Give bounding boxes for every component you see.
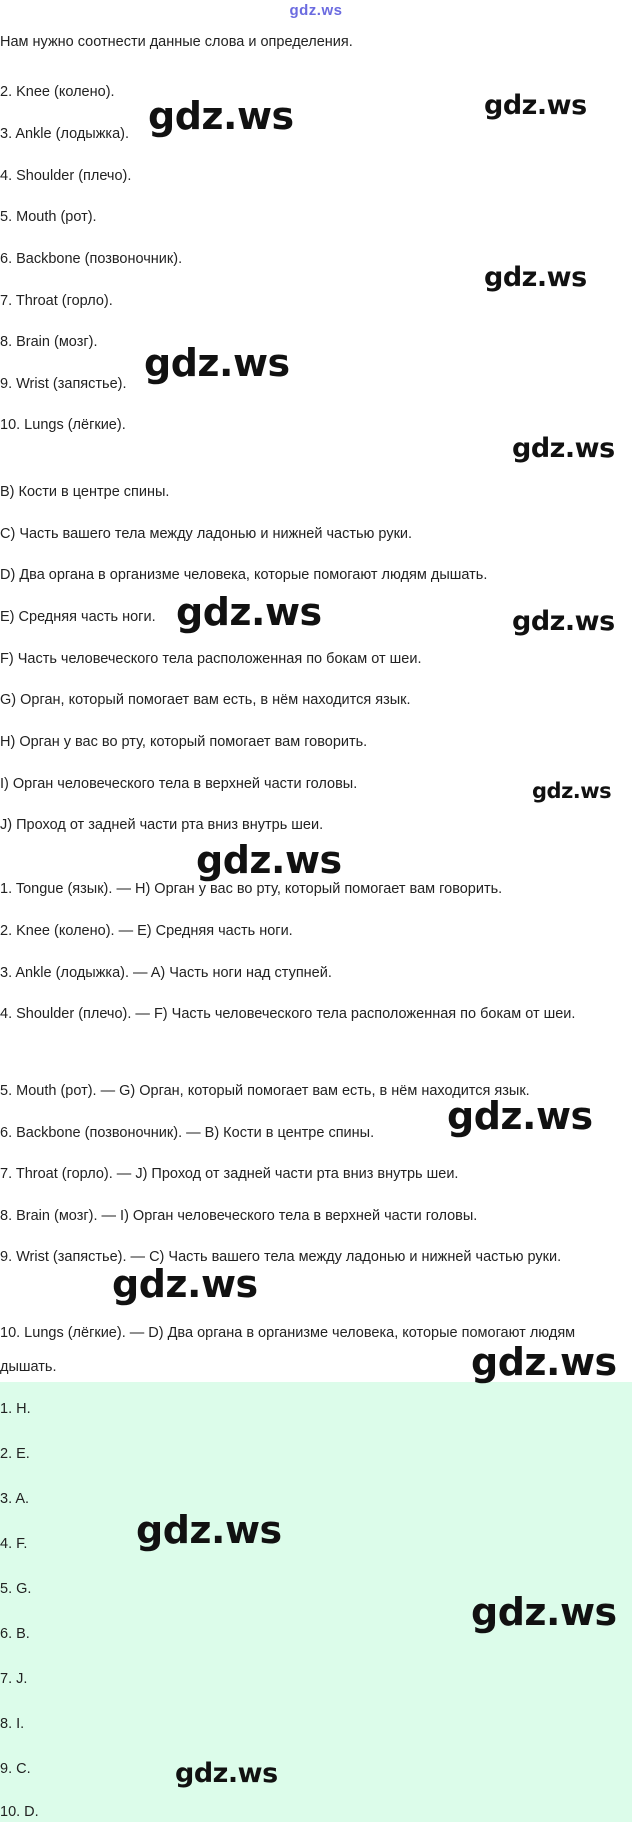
watermark: gdz.ws bbox=[447, 1094, 593, 1138]
definition-item-c: C) Часть вашего тела между ладонью и нижней частью руки. bbox=[0, 526, 413, 542]
definition-item-d: D) Два органа в организме человека, которые помогают людям дышать. bbox=[0, 567, 488, 583]
watermark: gdz.ws bbox=[176, 590, 322, 634]
site-logo[interactable]: gdz.ws bbox=[289, 2, 343, 19]
definition-item-i: I) Орган человеческого тела в верхней части головы. bbox=[0, 776, 358, 792]
match-item-1: 1. Tongue (язык). — H) Орган у вас во рту, который помогает вам говорить. bbox=[0, 881, 503, 897]
answer-item-3: 3. A. bbox=[0, 1491, 30, 1507]
word-item-3: 3. Ankle (лодыжка). bbox=[0, 126, 129, 142]
watermark: gdz.ws bbox=[112, 1262, 258, 1306]
match-item-5: 5. Mouth (рот). — G) Орган, который помогает вам есть, в нём находится язык. bbox=[0, 1083, 530, 1099]
answer-item-4: 4. F. bbox=[0, 1536, 28, 1552]
watermark: gdz.ws bbox=[512, 433, 615, 464]
answer-item-5: 5. G. bbox=[0, 1581, 32, 1597]
word-item-10: 10. Lungs (лёгкие). bbox=[0, 417, 126, 433]
definition-item-h: H) Орган у вас во рту, который помогает вам говорить. bbox=[0, 734, 368, 750]
answer-item-7: 7. J. bbox=[0, 1671, 28, 1687]
answer-item-8: 8. I. bbox=[0, 1716, 25, 1732]
word-item-7: 7. Throat (горло). bbox=[0, 293, 113, 309]
watermark: gdz.ws bbox=[175, 1758, 278, 1789]
watermark: gdz.ws bbox=[471, 1340, 617, 1384]
match-item-10: 10. Lungs (лёгкие). — D) Два органа в организме человека, которые помогают людям дышать. bbox=[0, 1325, 576, 1375]
watermark: gdz.ws bbox=[484, 262, 587, 293]
match-item-7: 7. Throat (горло). — J) Проход от задней части рта вниз внутрь шеи. bbox=[0, 1166, 459, 1182]
match-item-9: 9. Wrist (запястье). — C) Часть вашего тела между ладонью и нижней частью руки. bbox=[0, 1249, 562, 1265]
definition-item-b: B) Кости в центре спины. bbox=[0, 484, 170, 500]
answer-item-2: 2. E. bbox=[0, 1446, 30, 1462]
watermark: gdz.ws bbox=[148, 94, 294, 138]
definition-item-g: G) Орган, который помогает вам есть, в нём находится язык. bbox=[0, 692, 411, 708]
match-item-2: 2. Knee (колено). — E) Средняя часть ноги. bbox=[0, 923, 293, 939]
answer-item-10: 10. D. bbox=[0, 1804, 39, 1820]
match-item-3: 3. Ankle (лодыжка). — A) Часть ноги над ступней. bbox=[0, 965, 332, 981]
word-item-8: 8. Brain (мозг). bbox=[0, 334, 98, 350]
match-item-4: 4. Shoulder (плечо). — F) Часть человеческого тела расположенная по бокам от шеи. bbox=[0, 1006, 576, 1022]
watermark: gdz.ws bbox=[136, 1508, 282, 1552]
word-item-4: 4. Shoulder (плечо). bbox=[0, 168, 132, 184]
watermark: gdz.ws bbox=[471, 1590, 617, 1634]
definition-item-j: J) Проход от задней части рта вниз внутрь шеи. bbox=[0, 817, 324, 833]
word-item-2: 2. Knee (колено). bbox=[0, 84, 115, 100]
answer-item-9: 9. C. bbox=[0, 1761, 31, 1777]
match-item-8: 8. Brain (мозг). — I) Орган человеческого тела в верхней части головы. bbox=[0, 1208, 478, 1224]
answer-item-6: 6. B. bbox=[0, 1626, 30, 1642]
definition-item-f: F) Часть человеческого тела расположенная по бокам от шеи. bbox=[0, 651, 422, 667]
watermark: gdz.ws bbox=[484, 90, 587, 121]
watermark: gdz.ws bbox=[196, 838, 342, 882]
watermark: gdz.ws bbox=[532, 779, 612, 803]
match-item-6: 6. Backbone (позвоночник). — B) Кости в центре спины. bbox=[0, 1125, 375, 1141]
definition-item-e: E) Средняя часть ноги. bbox=[0, 609, 156, 625]
answer-item-1: 1. H. bbox=[0, 1401, 31, 1417]
watermark: gdz.ws bbox=[512, 606, 615, 637]
intro-text: Нам нужно соотнести данные слова и определения. bbox=[0, 34, 353, 50]
word-item-6: 6. Backbone (позвоночник). bbox=[0, 251, 183, 267]
watermark: gdz.ws bbox=[144, 341, 290, 385]
word-item-9: 9. Wrist (запястье). bbox=[0, 376, 127, 392]
word-item-5: 5. Mouth (рот). bbox=[0, 209, 97, 225]
